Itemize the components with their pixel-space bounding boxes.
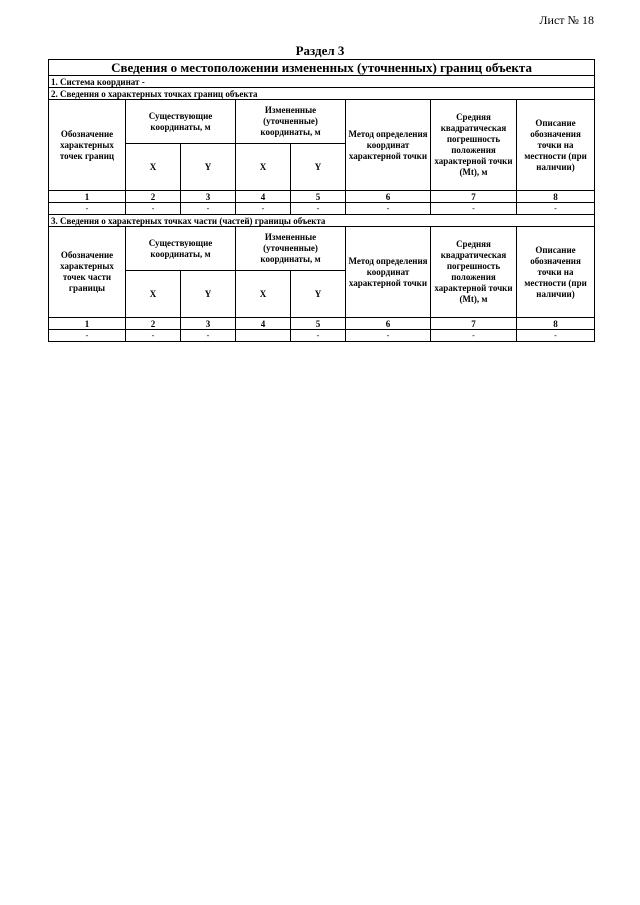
column-number: 3 [181, 191, 236, 203]
column-number: 5 [291, 191, 346, 203]
col-existing: Существующие координаты, м [126, 227, 236, 271]
col-error: Средняя квадратическая погрешность положения характерной точки (Mt), м [431, 100, 517, 191]
col-designation: Обозначение характерных точек части границы [49, 227, 126, 318]
column-number: 1 [49, 318, 126, 330]
boundary-table [48, 59, 595, 342]
table-cell [236, 330, 291, 342]
table-cell: - [49, 330, 126, 342]
col-changed-y: Y [291, 144, 346, 191]
table-cell: - [291, 203, 346, 215]
column-number: 2 [126, 318, 181, 330]
col-description: Описание обозначения точки на местности (при наличии) [517, 100, 595, 191]
table-row [49, 330, 595, 342]
column-number: 2 [126, 191, 181, 203]
column-number: 8 [517, 191, 595, 203]
column-number: 7 [431, 318, 517, 330]
column-number: 4 [236, 191, 291, 203]
table-cell: - [346, 330, 431, 342]
col-changed-x: X [236, 144, 291, 191]
table-cell: - [126, 203, 181, 215]
column-numbers-row [49, 191, 595, 203]
coord-system: 1. Система координат - [49, 76, 595, 88]
table-cell: - [431, 330, 517, 342]
col-existing-x: X [126, 271, 181, 318]
col-existing-y: Y [181, 144, 236, 191]
table-cell: - [181, 203, 236, 215]
column-number: 6 [346, 318, 431, 330]
col-changed-y: Y [291, 271, 346, 318]
col-method: Метод определения координат характерной точки [346, 227, 431, 318]
column-number: 6 [346, 191, 431, 203]
table-cell: - [517, 203, 595, 215]
column-number: 1 [49, 191, 126, 203]
table-cell: - [126, 330, 181, 342]
table-cell: - [346, 203, 431, 215]
column-numbers-row [49, 318, 595, 330]
doc-title: Сведения о местоположении измененных (уточненных) границ объекта [49, 60, 595, 76]
table-cell: - [431, 203, 517, 215]
table-row [49, 203, 595, 215]
table-cell: - [517, 330, 595, 342]
col-designation: Обозначение характерных точек границ [49, 100, 126, 191]
col-changed: Измененные (уточненные) координаты, м [236, 100, 346, 144]
sheet-number: Лист № 18 [539, 13, 594, 27]
column-number: 5 [291, 318, 346, 330]
col-existing-y: Y [181, 271, 236, 318]
col-method: Метод определения координат характерной точки [346, 100, 431, 191]
table-cell: - [236, 203, 291, 215]
column-number: 3 [181, 318, 236, 330]
col-existing-x: X [126, 144, 181, 191]
col-error: Средняя квадратическая погрешность положения характерной точки (Mt), м [431, 227, 517, 318]
col-changed: Измененные (уточненные) координаты, м [236, 227, 346, 271]
block2-title: 3. Сведения о характерных точках части (частей) границы объекта [49, 215, 595, 227]
column-number: 7 [431, 191, 517, 203]
table-cell: - [291, 330, 346, 342]
column-number: 4 [236, 318, 291, 330]
block1-title: 2. Сведения о характерных точках границ объекта [49, 88, 595, 100]
section-title: Раздел 3 [295, 43, 345, 58]
col-changed-x: X [236, 271, 291, 318]
col-existing: Существующие координаты, м [126, 100, 236, 144]
col-description: Описание обозначения точки на местности (при наличии) [517, 227, 595, 318]
table-cell: - [181, 330, 236, 342]
column-number: 8 [517, 318, 595, 330]
table-cell: - [49, 203, 126, 215]
